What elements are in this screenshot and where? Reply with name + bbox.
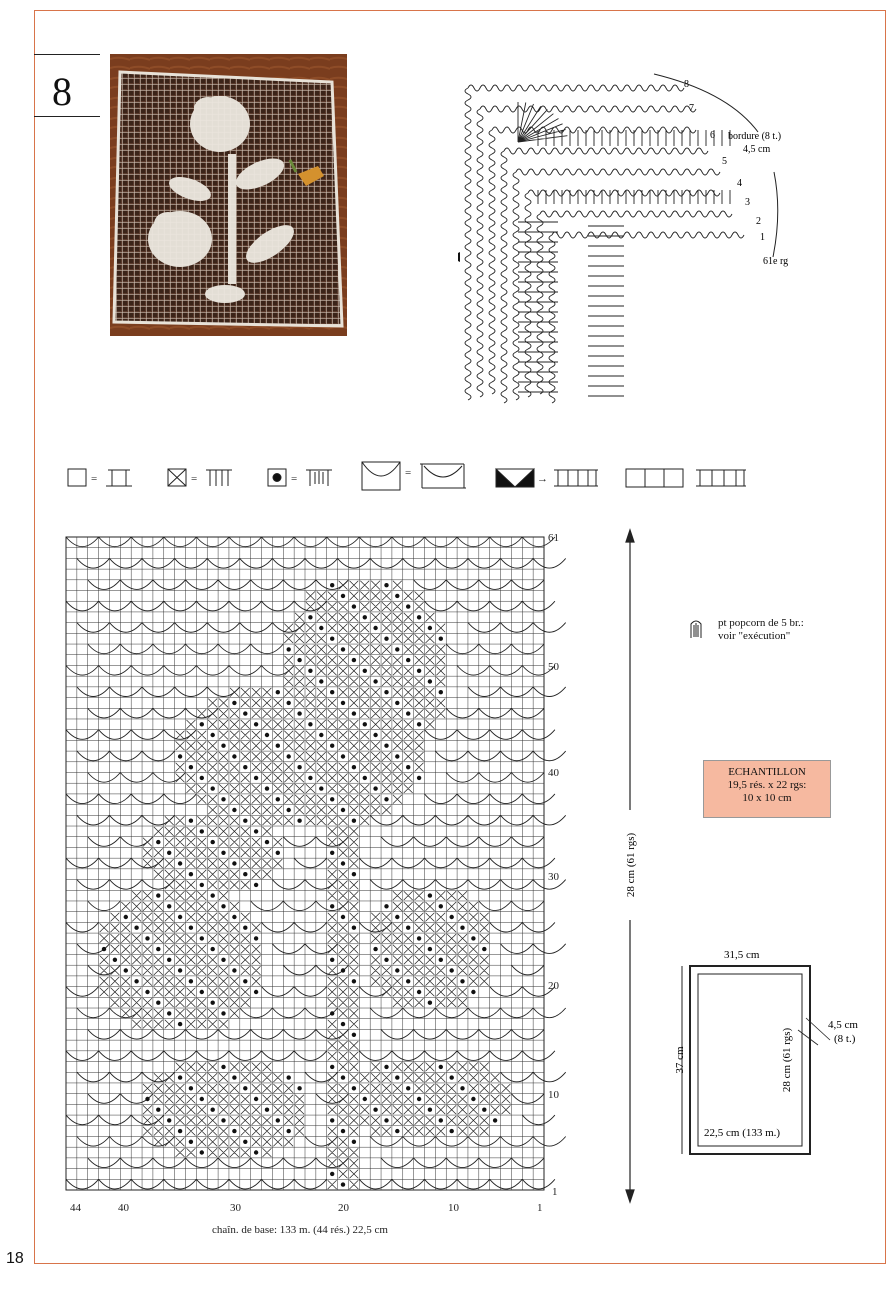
- popcorn-note-line2: voir "exécution": [718, 630, 791, 642]
- legend-three-mesh-icon: [626, 469, 683, 487]
- border-corner-diagram: [458, 72, 838, 417]
- right-tick-30: 30: [548, 871, 559, 883]
- inner-width-label: 22,5 cm (133 m.): [704, 1127, 781, 1139]
- symbol-legend: [60, 460, 760, 500]
- bottom-tick-1: 1: [537, 1202, 543, 1214]
- gauge-line1: 19,5 rés. x 22 rgs:: [727, 779, 807, 791]
- gauge-line2: 10 x 10 cm: [742, 792, 792, 804]
- page-number: 18: [6, 1250, 24, 1267]
- outer-height-label: 37 cm: [674, 1046, 686, 1074]
- bottom-tick-40: 40: [118, 1202, 129, 1214]
- svg-text:=: =: [291, 473, 298, 485]
- border-size-label: 4,5 cm: [743, 144, 771, 155]
- border-row-6-label: 6: [710, 130, 715, 141]
- filet-chart: [40, 525, 600, 1245]
- outer-width-label: 31,5 cm: [724, 949, 760, 961]
- gauge-title: ECHANTILLON: [728, 766, 806, 778]
- border-row-2-label: 2: [756, 216, 761, 227]
- right-tick-1: 1: [552, 1186, 558, 1198]
- border-rounds-label: (8 t.): [834, 1033, 856, 1045]
- right-tick-61: 61: [548, 532, 559, 544]
- border-label: bordure (8 t.): [728, 131, 782, 142]
- bottom-tick-30: 30: [230, 1202, 241, 1214]
- pattern-number: 8: [52, 69, 72, 114]
- border-row-7-label: 7: [689, 103, 694, 114]
- number-rule-top: [34, 54, 100, 55]
- border-row-5-label: 5: [722, 156, 727, 167]
- right-tick-40: 40: [548, 767, 559, 779]
- bottom-tick-10: 10: [448, 1202, 459, 1214]
- bottom-tick-44: 44: [70, 1202, 81, 1214]
- border-row-3-label: 3: [745, 197, 750, 208]
- inner-height-label: 28 cm (61 rgs): [781, 1027, 793, 1093]
- svg-text:→: →: [537, 473, 548, 485]
- svg-text:=: =: [91, 473, 98, 485]
- number-rule-bottom: [34, 116, 100, 117]
- row-61-label: 61e rg: [763, 256, 789, 267]
- border-width-label: 4,5 cm: [828, 1019, 858, 1031]
- base-chain-label: chaîn. de base: 133 m. (44 rés.) 22,5 cm: [212, 1224, 388, 1236]
- popcorn-note-line1: pt popcorn de 5 br.:: [718, 617, 804, 629]
- border-row-1-label: 1: [760, 232, 765, 243]
- legend-open-mesh-icon: [68, 469, 86, 486]
- gauge-box: [703, 760, 831, 818]
- svg-text:=: =: [191, 473, 198, 485]
- svg-text:=: =: [405, 467, 412, 479]
- bottom-tick-20: 20: [338, 1202, 349, 1214]
- right-tick-50: 50: [548, 661, 559, 673]
- right-tick-20: 20: [548, 980, 559, 992]
- border-row-8-label: 8: [684, 79, 689, 90]
- doily-photo: [110, 54, 347, 336]
- right-tick-10: 10: [548, 1089, 559, 1101]
- chart-height-label: 28 cm (61 rgs): [625, 832, 637, 898]
- border-row-4-label: 4: [737, 178, 742, 189]
- popcorn-note-icon: [688, 618, 704, 640]
